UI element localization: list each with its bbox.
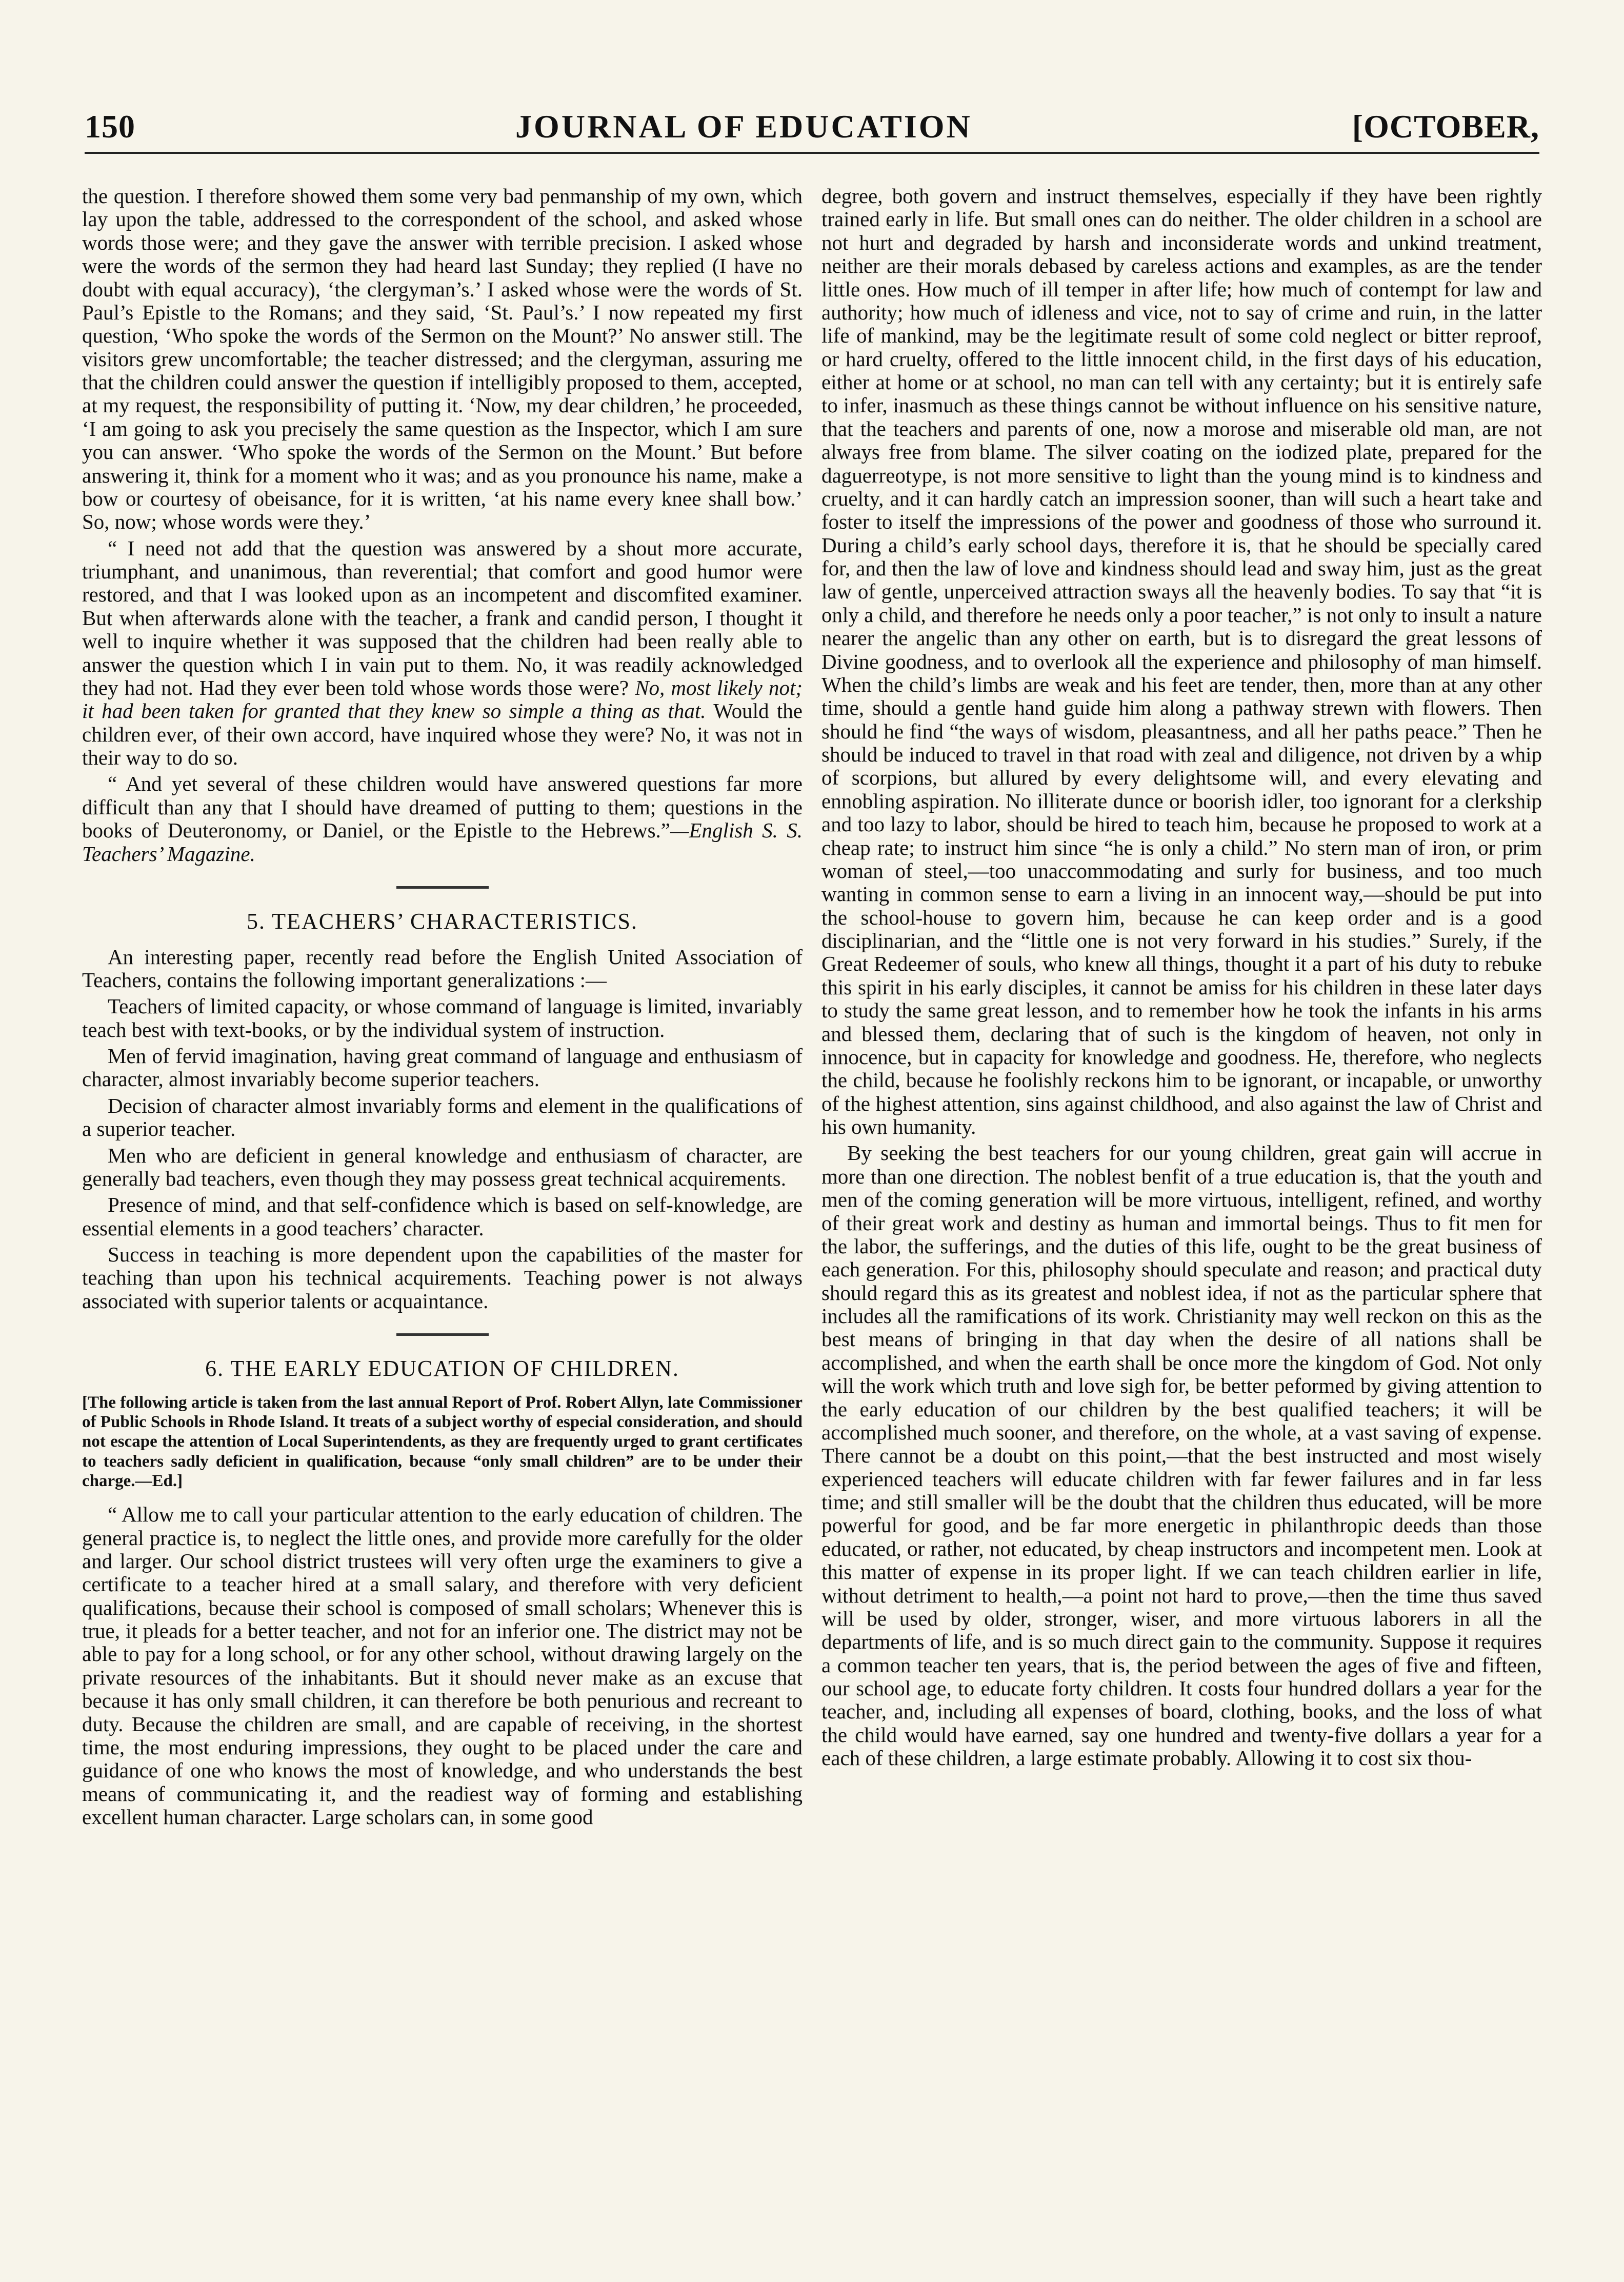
page-number: 150 <box>85 108 135 145</box>
editor-note: [The following article is taken from the last annual Report of Prof. Robert Allyn, late Commissioner of Public Schools in Rhode Island. It treats of a subject worthy of especial consideration, and should not escape the attention of Local Superintendents, as they are frequently urged to grant certificates to teachers sadly deficient in qualification, because “only small children” are to be under their charge.—Ed.] <box>82 1393 803 1490</box>
paragraph: Presence of mind, and that self-confidence which is based on self-knowledge, are essential elements in a good teachers’ character. <box>82 1193 803 1240</box>
left-column <box>82 185 803 2251</box>
paragraph: “ And yet several of these children would have answered questions far more difficult than any that I should have dreamed of putting to them; questions in the books of Deuteronomy, or Daniel, or the Epistle to the Hebrews.”—English S. S. Teachers’ Magazine. <box>82 772 803 866</box>
paragraph: An interesting paper, recently read before the English United Association of Teachers, contains the following important generalizations :— <box>82 945 803 992</box>
paragraph: Success in teaching is more dependent upon the capabilities of the master for teaching than upon his technical acquirements. Teaching power is not always associated with superior talents or acquaintance. <box>82 1243 803 1313</box>
section-divider <box>396 1333 489 1336</box>
paragraph: Men who are deficient in general knowledge and enthusiasm of character, are generally bad teachers, even though they may possess great technical acquirements. <box>82 1143 803 1190</box>
paragraph: degree, both govern and instruct themselves, especially if they have been rightly trained early in life. But small ones can do neither. The older children in a school are not hurt and degraded by harsh and inconsiderate words and unkind treatment, neither are their morals debased by careless actions and examples, as are the tender little ones. How much of ill temper in after life; how much of contempt for law and authority; how much of idleness and vice, not to say of crime and ruin, in the latter life of mankind, may be the legitimate result of some cold neglect or bitter reproof, or hard cruelty, offered to the little innocent child, in the first days of his education, either at home or at school, no man can tell with any certainty; but it is entirely safe to infer, inasmuch as these things cannot be without influence on his sensitive nature, that the teachers and parents of one, now a morose and miserable old man, are not always free from blame. The silver coating on the iodized plate, prepared for the daguerreotype, is not more sensitive to light than the young mind is to kindness and cruelty, and it can hardly catch an impression sooner, than will such a heart take and foster to itself the impressions of the power and goodness of those who surround it. During a child’s early school days, therefore it is, that he should be specially cared for, and then the law of love and kindness should lead and sway him, just as the great law of gentle, unperceived attraction sways all the heavenly bodies. To say that “it is only a child, and therefore he needs only a poor teacher,” is not only to insult a nature nearer the angelic than any other on earth, but is to disregard the great lessons of Divine goodness, and to overlook all the experience and philosophy of man himself. When the child’s limbs are weak and his feet are tender, then, more than at any other time, should a gentle hand guide him along a pathway strewn with flowers. Then should he find “the ways of wisdom, pleasantness, and all her paths peace.” Then he should be induced to travel in that road with zeal and diligence, not driven by a whip of scorpions, but allured by every delightsome will, and every elevating and ennobling aspiration. No illiterate dunce or boorish idler, too ignorant for a clerkship and too lazy to labor, should be hired to teach him, because he proposed to work at a cheap rate; to instruct him since “he is only a child.” No stern man of iron, or prim woman of steel,—too unaccommodating and surly for business, and too much wanting in common sense to earn a living in an innocent way,—should be put into the school-house to govern him, because he can keep order and is a good disciplinarian, and the “little one is not very forward in his studies.” Surely, if the Great Redeemer of souls, who knew all things, thought it a part of his duty to rebuke this spirit in his early disciples, it cannot be amiss for his children in these later days to study the same great lesson, and to remember how he took the infants in his arms and blessed them, declaring that of such is the kingdom of heaven, not only in innocence, but in capacity for knowledge and goodness. He, therefore, who neglects the child, because he foolishly reckons him to be ignorant, or incapable, or unworthy of the highest attention, sins against childhood, and also against the law of Christ and his own humanity. <box>821 184 1542 1138</box>
section-heading: 6. THE EARLY EDUCATION OF CHILDREN. <box>205 1356 679 1382</box>
running-header <box>85 108 1539 154</box>
journal-title: JOURNAL OF EDUCATION <box>515 108 972 145</box>
paragraph: Teachers of limited capacity, or whose command of language is limited, invariably teach best with text-books, or by the individual system of instruction. <box>82 994 803 1042</box>
paragraph: Men of fervid imagination, having great command of language and enthusiasm of character, almost invariably become superior teachers. <box>82 1044 803 1091</box>
paragraph: “ I need not add that the question was answered by a shout more accurate, triumphant, and unanimous, than reverential; that comfort and good humor were restored, and that I was looked upon as an incompetent and discomfited examiner. But when afterwards alone with the teacher, a frank and candid person, I thought it well to inquire whether it was supposed that the children had been really able to answer the question which I in vain put to them. No, it was readily acknowledged they had not. Had they ever been told whose words those were? No, most likely not; it had been taken for granted that they knew so simple a thing as that. Would the children ever, of their own accord, have inquired whose they were? No, it was not in their way to do so. <box>82 536 803 769</box>
text-columns <box>82 185 1542 2251</box>
issue-month: [OCTOBER, <box>1352 108 1539 145</box>
paragraph: By seeking the best teachers for our young children, great gain will accrue in more than one direction. The noblest benfit of a true education is, that the youth and men of the coming generation will be more virtuous, intelligent, refined, and worthy of their great work and destiny as human and immortal beings. Thus to fit men for the labor, the sufferings, and the duties of this life, ought to be the great business of each generation. For this, philosophy should speculate and reason; and practical duty should regard this as its greatest and noblest idea, if not as the particular sphere that includes all the ramifications of its work. Christianity may well reckon on this as the best means of bringing in that day when the desire of all nations shall be accomplished, and when the earth shall be once more the kingdom of God. Not only will the work which truth and love sigh for, be better peformed by giving attention to the early education of our children by the best qualified teachers; it will be accomplished much sooner, and therefore, on the whole, at a vast saving of expense. There cannot be a doubt on this point,—that the best instructed and most wisely experienced teachers will educate children with far fewer failures and in far less time; and still smaller will be the doubt that the children thus educated, will be more powerful for good, and be far more energetic in philanthropic deeds than those educated, or rather, not educated, by cheap instructors and incompetent men. Look at this matter of expense in its proper light. If we can teach children earlier in life, without detriment to health,—a point not hard to prove,—then the time thus saved will be used by older, stronger, wiser, and more virtuous laborers in all the departments of life, and is so much direct gain to the community. Suppose it requires a common teacher ten years, that is, the period between the ages of five and fifteen, our school age, to educate forty children. It costs four hundred dollars a year for the teacher, and, including all expenses of board, clothing, books, and the loss of what the child would have earned, say one hundred and twenty-five dollars a year for a each of these children, a large estimate probably. Allowing it to cost six thou- <box>821 1141 1542 1770</box>
paragraph: “ Allow me to call your particular attention to the early education of children. The general practice is, to neglect the little ones, and provide more carefully for the older and larger. Our school district trustees will very often urge the examiners to give a certificate to a teacher hired at a small salary, and therefore with very deficient qualifications, because their school is composed of small scholars; Whenever this is true, it pleads for a better teacher, and not for an inferior one. The district may not be able to pay for a long school, or for any other school, without drawing largely on the private resources of the inhabitants. But it should never make as an excuse that because it has only small children, it can therefore be both penurious and recreant to duty. Because the children are small, and are capable of receiving, in the shortest time, the most enduring impressions, they ought to be placed under the care and guidance of one who knows the most of knowledge, and who understands the best means of communicating it, and the readiest way of forming and establishing excellent human character. Large scholars can, in some good <box>82 1503 803 1829</box>
right-column <box>821 185 1542 2251</box>
paragraph: Decision of character almost invariably forms and element in the qualifications of a superior teacher. <box>82 1093 803 1141</box>
paragraph: the question. I therefore showed them some very bad penmanship of my own, which lay upon the table, addressed to the correspondent of the school, and asked whose words those were; and they gave the answer with terrible precision. I asked whose were the words of the sermon they had heard last Sunday; they replied (I have no doubt with equal accuracy), ‘the clergyman’s.’ I asked whose were the words of St. Paul’s Epistle to the Romans; and they said, ‘St. Paul’s.’ I now repeated my first question, ‘Who spoke the words of the Sermon on the Mount?’ No answer still. The visitors grew uncomfortable; the teacher distressed; and the clergyman, assuring me that the children could answer the question if intelligibly proposed to them, accepted, at my request, the responsibility of putting it. ‘Now, my dear children,’ he proceeded, ‘I am going to ask you precisely the same question as the Inspector, which I am sure you can answer. ‘Who spoke the words of the Sermon on the Mount.’ But before answering it, think for a moment who it was; and as you pronounce his name, make a bow or courtesy of obeisance, for it is written, ‘at his name every knee shall bow.’ So, now; whose words were they.’ <box>82 184 803 534</box>
section-heading: 5. TEACHERS’ CHARACTERISTICS. <box>247 908 638 934</box>
section-divider <box>396 886 489 889</box>
